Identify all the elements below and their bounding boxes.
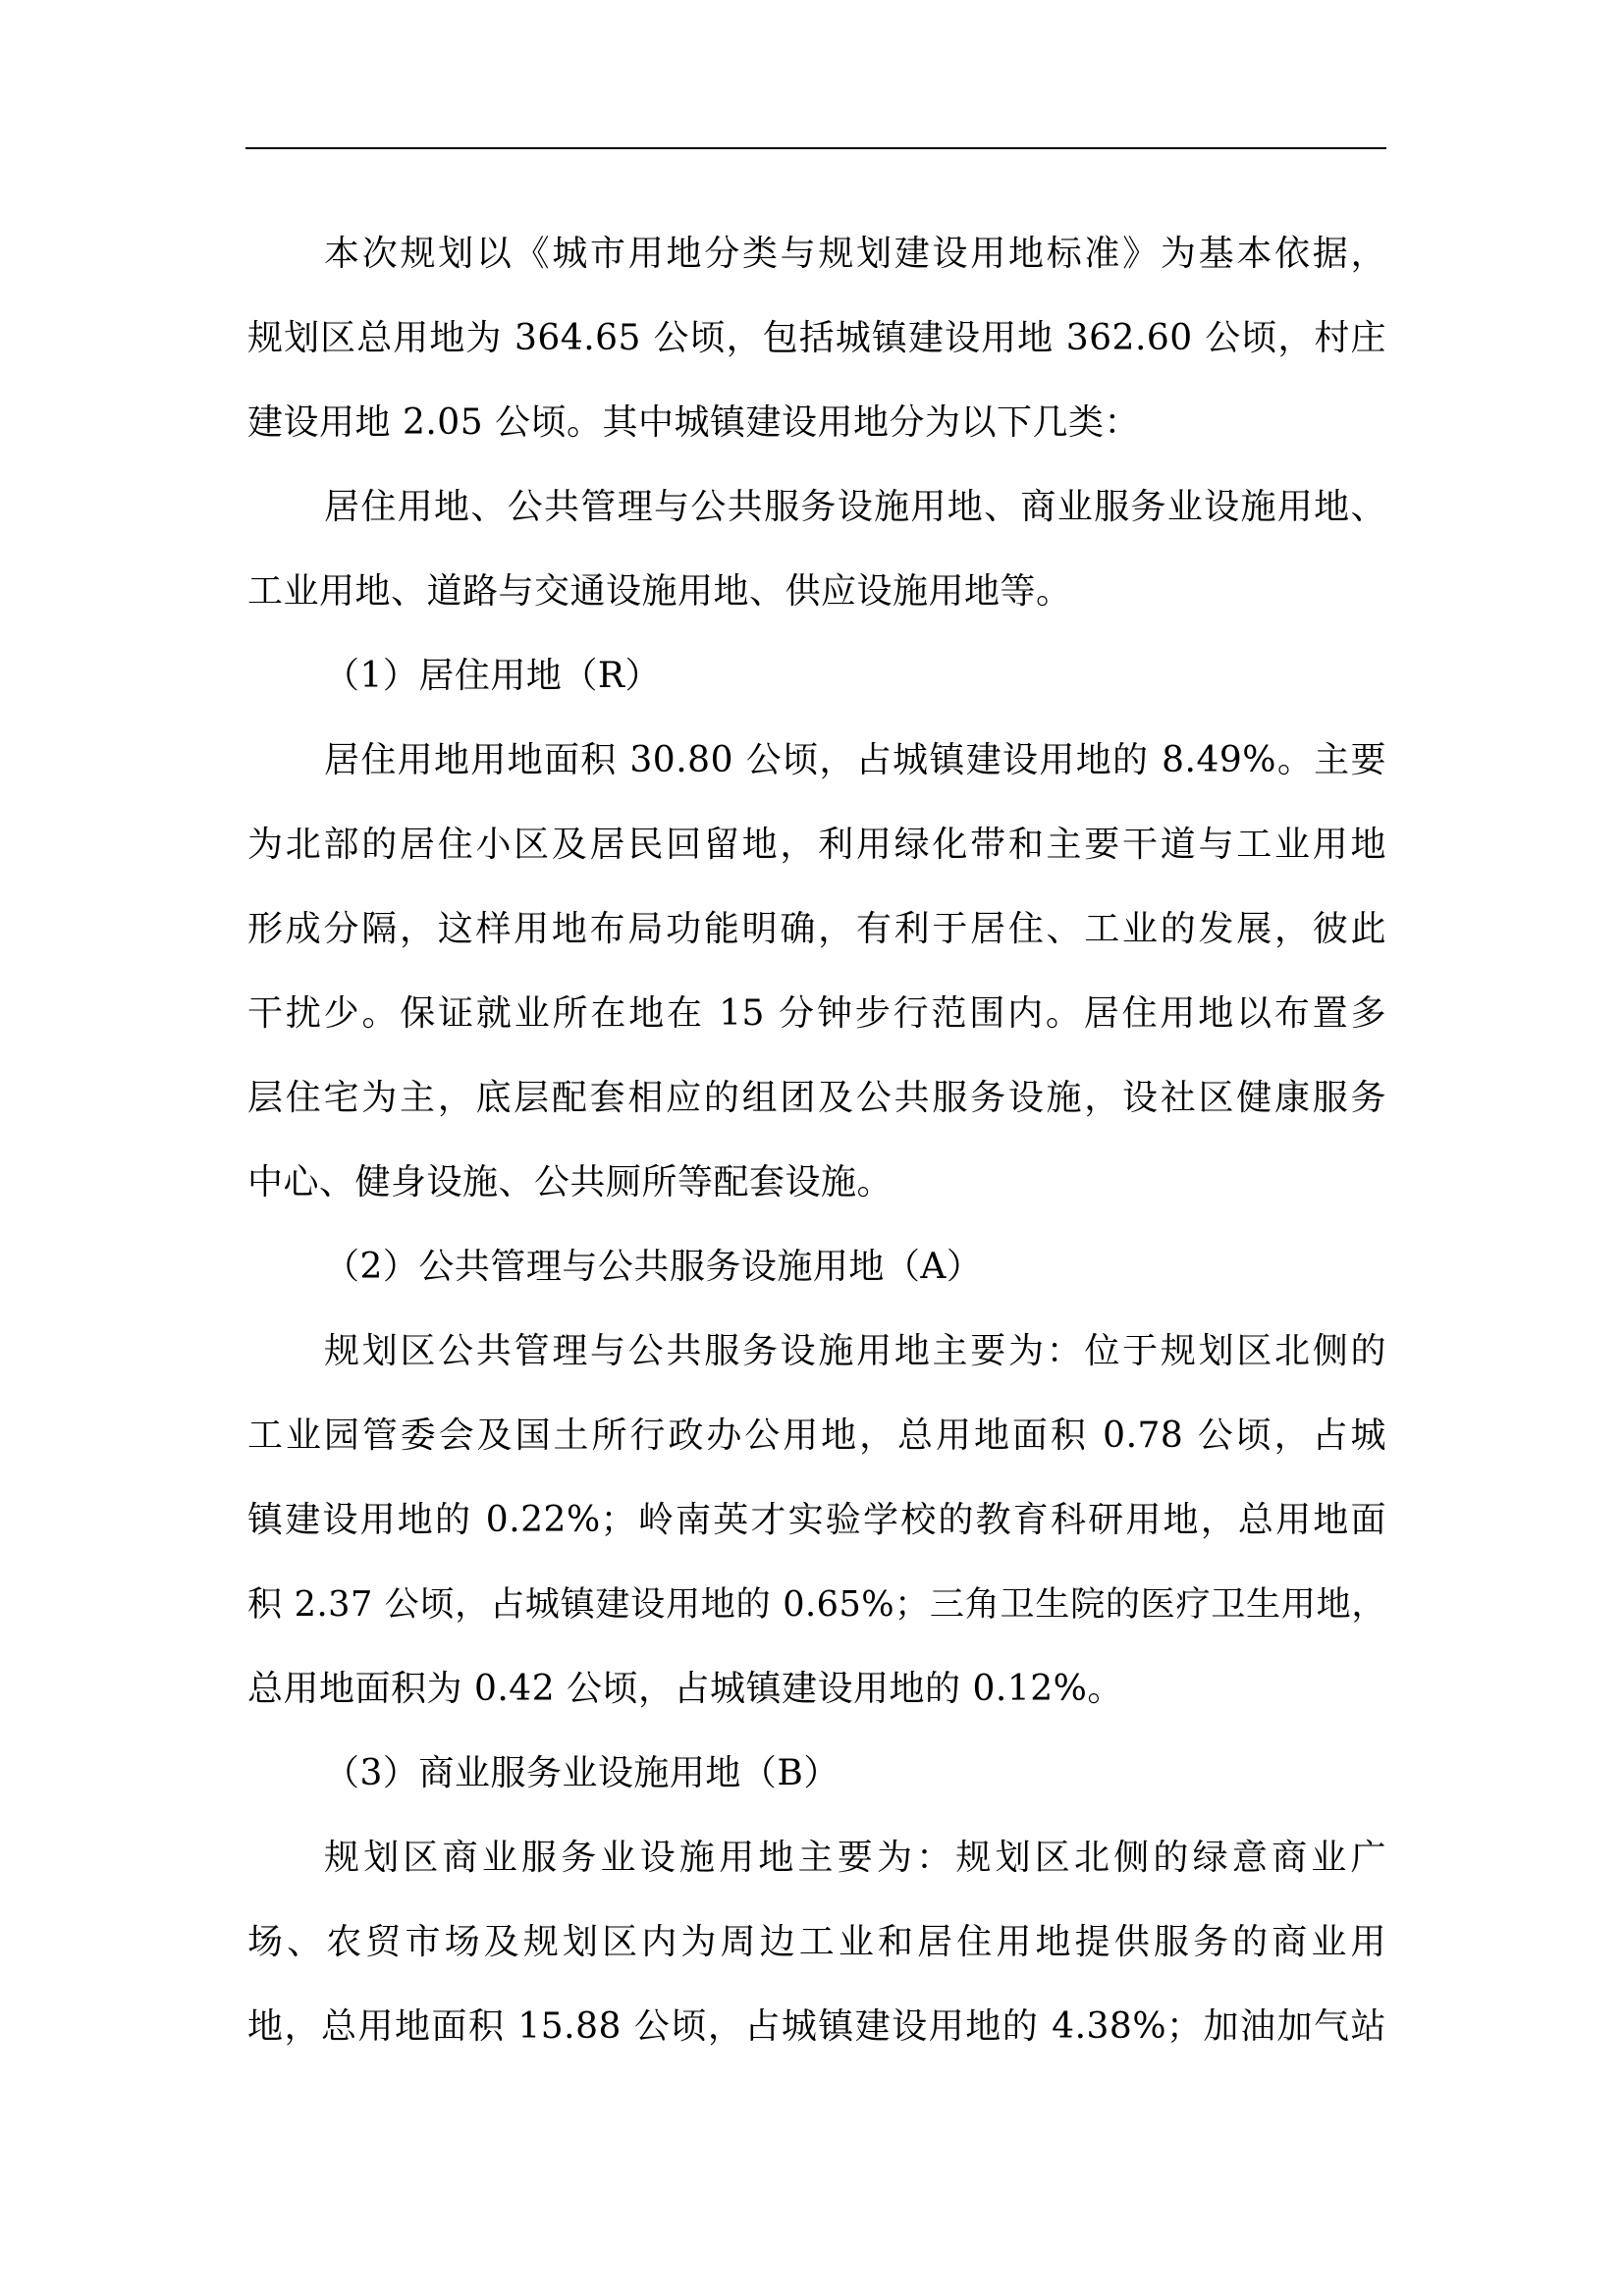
- text-line: 地，总用地面积 15.88 公顷，占城镇建设用地的 4.38%；加油加气站: [247, 2006, 1386, 2047]
- text-line: 工业园管委会及国土所行政办公用地，总用地面积 0.78 公顷，占城: [247, 1415, 1386, 1456]
- paragraph-residential: [247, 719, 1386, 1225]
- text-line: 规划区商业服务业设施用地主要为：规划区北侧的绿意商业广: [324, 1838, 1386, 1878]
- section-heading-residential: （1）居住用地（R）: [324, 656, 662, 696]
- text-line: 镇建设用地的 0.22%；岭南英才实验学校的教育科研用地，总用地面: [247, 1500, 1386, 1540]
- text-line: 积 2.37 公顷，占城镇建设用地的 0.65%；三角卫生院的医疗卫生用地，: [247, 1584, 1386, 1625]
- body-text: [247, 212, 1386, 2069]
- section-heading-public-services: （2）公共管理与公共服务设施用地（A）: [324, 1247, 983, 1287]
- text-line: 居住用地、公共管理与公共服务设施用地、商业服务业设施用地、: [324, 487, 1386, 527]
- paragraph-public-services: [247, 1309, 1386, 1732]
- text-line: 形成分隔，这样用地布局功能明确，有利于居住、工业的发展，彼此: [247, 909, 1386, 949]
- text-line: 本次规划以《城市用地分类与规划建设用地标准》为基本依据，: [324, 234, 1386, 274]
- text-line: 居住用地用地面积 30.80 公顷，占城镇建设用地的 8.49%。主要: [324, 740, 1386, 780]
- text-line: 建设用地 2.05 公顷。其中城镇建设用地分为以下几类：: [247, 402, 1141, 443]
- paragraph-intro: [247, 212, 1386, 465]
- header-rule: [245, 147, 1386, 149]
- text-line: 工业用地、道路与交通设施用地、供应设施用地等。: [247, 571, 1072, 612]
- text-line: 规划区总用地为 364.65 公顷，包括城镇建设用地 362.60 公顷，村庄: [247, 318, 1386, 358]
- paragraph-categories: [247, 465, 1386, 634]
- text-line: 层住宅为主，底层配套相应的组团及公共服务设施，设社区健康服务: [247, 1078, 1386, 1118]
- section-heading-commercial: （3）商业服务业设施用地（B）: [324, 1753, 839, 1793]
- text-line: 为北部的居住小区及居民回留地，利用绿化带和主要干道与工业用地: [247, 825, 1386, 865]
- paragraph-commercial: [247, 1816, 1386, 2069]
- text-line: 干扰少。保证就业所在地在 15 分钟步行范围内。居住用地以布置多: [247, 993, 1386, 1034]
- text-line: 规划区公共管理与公共服务设施用地主要为：位于规划区北侧的: [324, 1331, 1386, 1371]
- text-line: 场、农贸市场及规划区内为周边工业和居住用地提供服务的商业用: [247, 1922, 1386, 1962]
- text-line: 中心、健身设施、公共厕所等配套设施。: [247, 1162, 893, 1202]
- text-line: 总用地面积为 0.42 公顷，占城镇建设用地的 0.12%。: [247, 1669, 1123, 1709]
